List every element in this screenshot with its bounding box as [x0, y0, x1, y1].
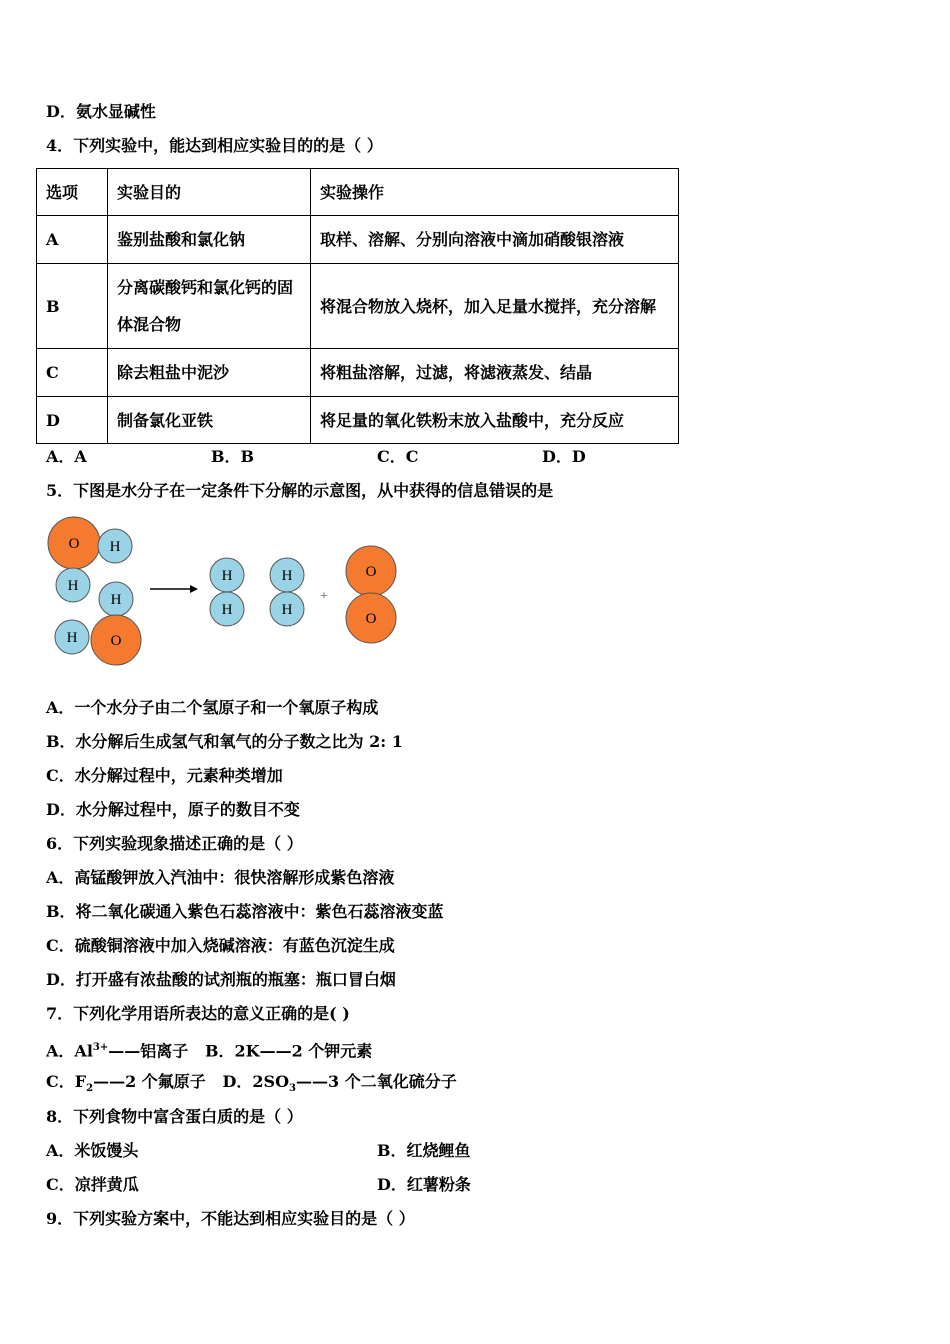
row-operation: 将混合物放入烧杯，加入足量水搅拌，充分溶解 — [311, 264, 679, 349]
header-purpose: 实验目的 — [108, 169, 311, 216]
oxygen-label: O — [365, 611, 377, 627]
q4-question: 4．下列实验中，能达到相应实验目的的是（ ） — [46, 136, 383, 155]
hydrogen-label: H — [109, 539, 121, 555]
q7-options-ab — [46, 1038, 372, 1061]
row-purpose: 分离碳酸钙和氯化钙的固体混合物 — [108, 264, 311, 349]
row-operation: 将粗盐溶解，过滤，将滤液蒸发、结晶 — [311, 349, 679, 397]
q5-question: 5．下图是水分子在一定条件下分解的示意图，从中获得的信息错误的是 — [46, 481, 554, 500]
hydrogen-label: H — [221, 602, 233, 618]
hydrogen-label: H — [221, 568, 233, 584]
hydrogen-label: H — [67, 578, 79, 594]
table-row — [37, 216, 679, 264]
row-operation: 取样、溶解、分别向溶液中滴加硝酸银溶液 — [311, 216, 679, 264]
q5-option-d: D．水分解过程中，原子的数目不变 — [46, 800, 300, 819]
q7-d-subscript: 3 — [289, 1083, 296, 1095]
q4-table — [36, 168, 679, 444]
q6-option-c: C．硫酸铜溶液中加入烧碱溶液：有蓝色沉淀生成 — [46, 936, 395, 955]
arrow-head-icon — [190, 585, 198, 593]
q8-question: 8．下列食物中富含蛋白质的是（ ） — [46, 1107, 303, 1126]
q7-a-charge: 3+ — [92, 1042, 109, 1053]
oxygen-label: O — [68, 536, 80, 552]
q6-option-a: A．高锰酸钾放入汽油中：很快溶解形成紫色溶液 — [46, 868, 395, 887]
table-header-row — [37, 169, 679, 216]
q5-option-c: C．水分解过程中，元素种类增加 — [46, 766, 283, 785]
q7-question: 7．下列化学用语所表达的意义正确的是( ) — [46, 1004, 350, 1023]
row-purpose: 鉴别盐酸和氯化钠 — [108, 216, 311, 264]
q8-option-a: A．米饭馒头 — [46, 1141, 139, 1160]
table-row — [37, 264, 679, 349]
q7-a-prefix: A．Al — [46, 1041, 93, 1061]
q7-d-text: ——3 个二氧化硫分子 — [296, 1072, 457, 1091]
q7-c-prefix: C．F — [46, 1072, 87, 1091]
q4-option-d: D．D — [542, 447, 586, 466]
q6-option-d: D．打开盛有浓盐酸的试剂瓶的瓶塞：瓶口冒白烟 — [46, 970, 396, 989]
q7-a-text: ——铝离子 — [108, 1041, 189, 1061]
row-label: D — [37, 397, 108, 444]
q8-option-d: D．红薯粉条 — [377, 1175, 471, 1194]
plus-sign: + — [320, 589, 328, 604]
q7-c-subscript: 2 — [86, 1083, 94, 1095]
table-row — [37, 397, 679, 444]
q7-b-text: B．2K——2 个钾元素 — [205, 1041, 373, 1061]
q4-option-c: C．C — [377, 447, 419, 466]
header-option: 选项 — [37, 169, 108, 216]
water-decomposition-diagram — [40, 510, 410, 670]
hydrogen-label: H — [66, 630, 78, 646]
oxygen-label: O — [365, 564, 377, 580]
hydrogen-label: H — [110, 592, 122, 608]
row-label: A — [37, 216, 108, 264]
table-row — [37, 349, 679, 397]
header-operation: 实验操作 — [311, 169, 679, 216]
q4-option-b: B．B — [211, 447, 255, 466]
row-label: B — [37, 264, 108, 349]
hydrogen-label: H — [281, 602, 293, 618]
q3-option-d: D．氨水显碱性 — [46, 102, 156, 121]
q5-option-b: B．水分解后生成氢气和氧气的分子数之比为 2: 1 — [46, 732, 403, 751]
q8-option-b: B．红烧鲤鱼 — [377, 1141, 471, 1160]
row-operation: 将足量的氧化铁粉末放入盐酸中，充分反应 — [311, 397, 679, 444]
q4-option-a: A．A — [46, 447, 87, 466]
q6-question: 6．下列实验现象描述正确的是（ ） — [46, 834, 303, 853]
oxygen-label: O — [110, 633, 122, 649]
q9-question: 9．下列实验方案中，不能达到相应实验目的是（ ） — [46, 1209, 415, 1228]
q5-option-a: A．一个水分子由二个氢原子和一个氧原子构成 — [46, 698, 379, 717]
q6-option-b: B．将二氧化碳通入紫色石蕊溶液中：紫色石蕊溶液变蓝 — [46, 902, 444, 921]
q7-d-prefix: D．2SO — [222, 1072, 290, 1091]
q7-c-text: ——2 个氟原子 — [93, 1072, 206, 1091]
row-purpose: 制备氯化亚铁 — [108, 397, 311, 444]
q7-options-cd — [46, 1072, 457, 1099]
q8-option-c: C．凉拌黄瓜 — [46, 1175, 139, 1194]
hydrogen-label: H — [281, 568, 293, 584]
row-label: C — [37, 349, 108, 397]
row-purpose: 除去粗盐中泥沙 — [108, 349, 311, 397]
